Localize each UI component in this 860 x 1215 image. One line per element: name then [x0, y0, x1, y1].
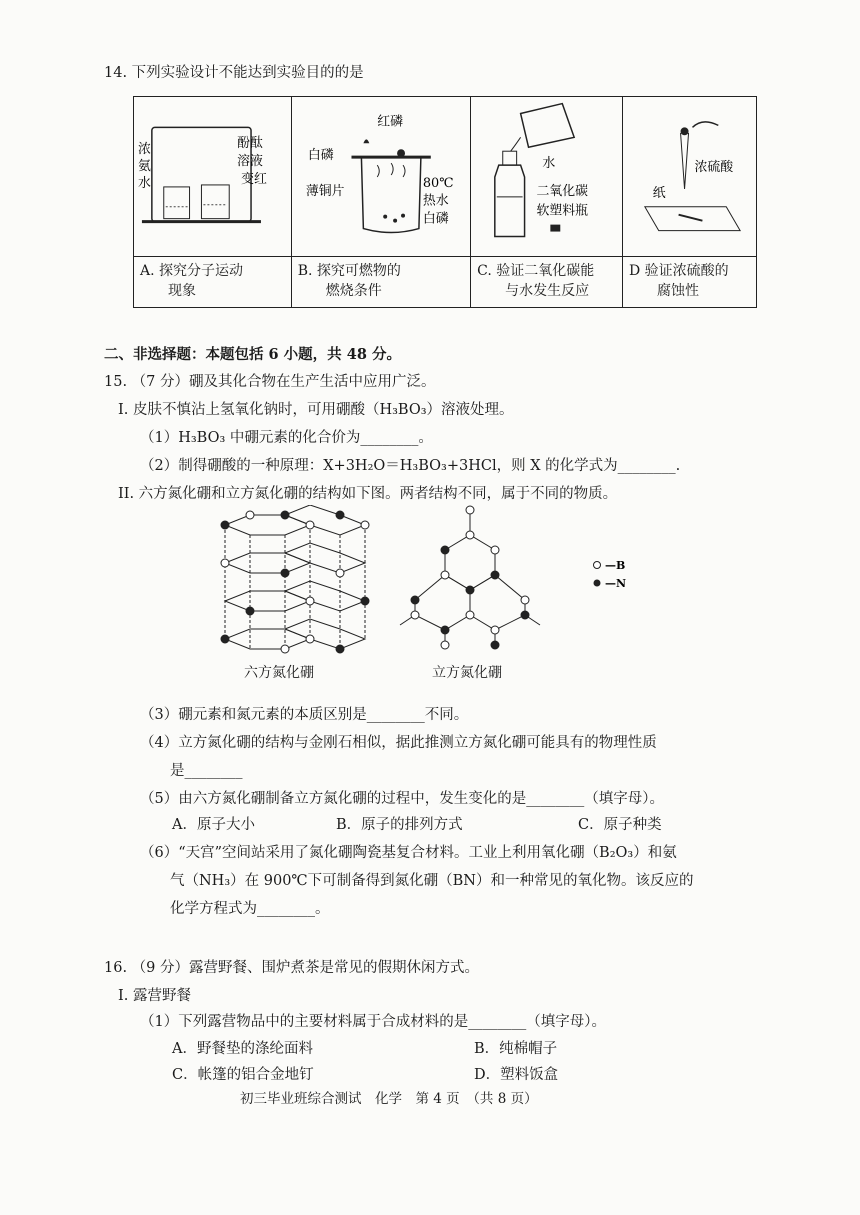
cell-c-label-3: 软塑料瓶: [536, 203, 589, 219]
experiment-d-figure: [622, 97, 756, 257]
experiment-b-caption: B. 探究可燃物的 燃烧条件: [291, 257, 470, 308]
experiment-b-figure: [291, 97, 470, 257]
experiment-table: [133, 96, 757, 308]
q15-sub-2: （2）制得硼酸的一种原理：X+3H₂O＝H₃BO₃+3HCl，则 X 的化学式为________.: [140, 458, 681, 474]
combustion-diagram: [292, 97, 470, 256]
q16-option-a: A．野餐垫的涤纶面料: [172, 1041, 313, 1057]
cell-c-label-1: 水: [542, 156, 556, 172]
q16-option-d: D．塑料饭盒: [474, 1067, 559, 1083]
q15-sub-5-option-b: B．原子的排列方式: [336, 817, 463, 833]
question-16-stem: 16. （9 分）露营野餐、围炉煮茶是常见的假期休闲方式。: [104, 960, 480, 976]
q15-sub-5: （5）由六方氮化硼制备立方氮化硼的过程中，发生变化的是________（填字母）。: [140, 791, 664, 807]
q15-part-1: I. 皮肤不慎沾上氢氧化钠时，可用硼酸（H₃BO₃）溶液处理。: [118, 402, 514, 418]
caption-cubic-bn: 立方氮化硼: [432, 665, 502, 681]
question-14-stem: 14. 下列实验设计不能达到实验目的的是: [104, 65, 364, 81]
q15-sub-4-line-1: （4）立方氮化硼的结构与金刚石相似，据此推测立方氮化硼可能具有的物理性质: [140, 735, 657, 751]
cell-a-label-6: 变红: [241, 171, 267, 187]
q15-sub-1: （1）H₃BO₃ 中硼元素的化合价为________。: [140, 430, 433, 446]
q15-part-2: II. 六方氮化硼和立方氮化硼的结构如下图。两者结构不同，属于不同的物质。: [118, 486, 618, 502]
q15-sub-5-option-a: A．原子大小: [172, 817, 255, 833]
q15-sub-3: （3）硼元素和氮元素的本质区别是________不同。: [140, 707, 469, 723]
q16-sub-1: （1）下列露营物品中的主要材料属于合成材料的是________（填字母）。: [140, 1014, 606, 1030]
experiment-d-caption: D 验证浓硫酸的 腐蚀性: [622, 257, 756, 308]
experiment-c-figure: [471, 97, 623, 257]
cell-a-label-3: 水: [137, 175, 151, 191]
q16-option-b: B．纯棉帽子: [474, 1041, 558, 1057]
sulfuric-acid-diagram: [623, 97, 756, 256]
cell-b-label-2: 白磷: [307, 148, 334, 164]
structure-legend: [594, 559, 627, 590]
cell-b-label-4: 80℃: [422, 175, 454, 191]
cell-b-label-3: 薄铜片: [305, 183, 345, 199]
cell-a-label-5: 溶液: [237, 154, 263, 170]
cell-a-label-2: 氨: [137, 159, 151, 175]
page-footer: 初三毕业班综合测试 化学 第 4 页 （共 8 页）: [240, 1091, 538, 1107]
cell-a-label-1: 浓: [137, 142, 151, 158]
q15-sub-6-line-3: 化学方程式为________。: [170, 901, 330, 917]
experiment-a-figure: [134, 97, 292, 257]
co2-bottle-diagram: [471, 97, 622, 256]
cell-d-label-1: 浓硫酸: [694, 160, 734, 176]
cubic-bn-structure: [400, 506, 540, 649]
hexagonal-bn-structure: [221, 505, 369, 653]
cell-b-label-6: 白磷: [422, 211, 449, 227]
cell-a-label-4: 酚酞: [237, 136, 263, 152]
q15-sub-5-option-c: C．原子种类: [578, 817, 662, 833]
section-two-heading: 二、非选择题：本题包括 6 小题，共 48 分。: [104, 346, 401, 363]
q15-sub-4-line-2: 是________: [170, 763, 243, 779]
q16-part-1: I. 露营野餐: [118, 988, 191, 1004]
q15-sub-6-line-1: （6）“天宫”空间站采用了氮化硼陶瓷基复合材料。工业上利用氧化硼（B₂O₃）和氨: [140, 845, 677, 861]
q15-sub-6-line-2: 气（NH₃）在 900℃下可制备得到氮化硼（BN）和一种常见的氧化物。该反应的: [170, 873, 694, 889]
ammonia-diffusion-diagram: [134, 97, 291, 256]
legend-n: —N: [605, 577, 627, 590]
cell-d-label-2: 纸: [652, 185, 666, 201]
cell-c-label-2: 二氧化碳: [536, 183, 589, 199]
cell-b-label-1: 红磷: [376, 114, 403, 130]
q16-option-c: C．帐篷的铝合金地钉: [172, 1067, 314, 1083]
experiment-c-caption: C. 验证二氧化碳能 与水发生反应: [471, 257, 623, 308]
legend-b: —B: [605, 559, 626, 572]
cell-b-label-5: 热水: [422, 193, 449, 209]
question-15-stem: 15. （7 分）硼及其化合物在生产生活中应用广泛。: [104, 374, 436, 390]
caption-hexagonal-bn: 六方氮化硼: [244, 665, 314, 681]
experiment-a-caption: A. 探究分子运动 现象: [134, 257, 292, 308]
